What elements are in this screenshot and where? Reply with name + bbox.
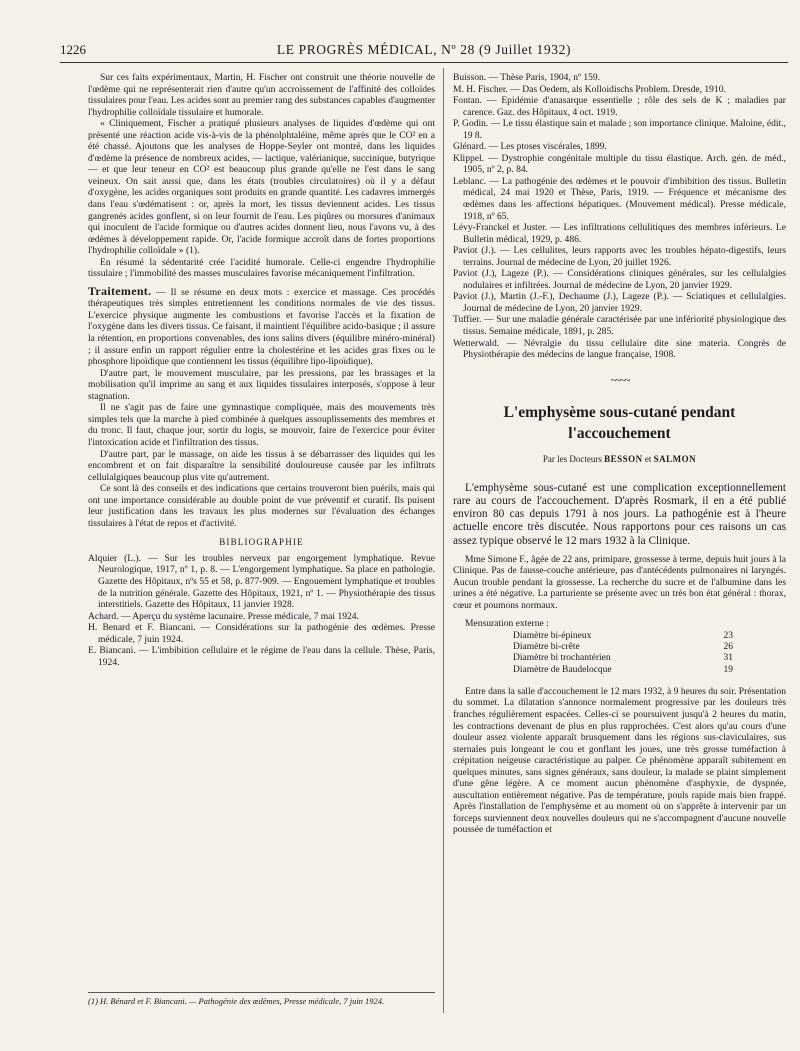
- bibliography-entry: [453, 291, 786, 314]
- body-paragraph: Il ne s'agit pas de faire une gymnastique compliquée, mais des mouvements très simples tels que la marche à pied combinée à quelques assouplissements des membres et du tronc. Il faut, chaque jour, sortir du logis, se mouvoir, faire de l'exercice pour éviter l'intoxication acide et l'infiltration des tissus.: [88, 402, 435, 448]
- article-lead: L'emphysème sous-cutané est une complication exceptionnellement rare au cours de l'accouchement. D'après Rosmark, il en a été publié environ 80 cas depuis 1791 à nos jours. La pathogénie est à l'heure actuelle encore très discutée. Nous rapportons pour ces raisons un cas assez typique observé le 12 mars 1932 à la Clinique.: [453, 481, 786, 547]
- bibliography-entry: [453, 176, 786, 222]
- bibliography-text: Klippel. — Dystrophie congénitale multiple du tissu élastique. Arch. gén. de méd., 1905, nº 2, p. 84.: [453, 152, 786, 176]
- bibliography-entry: [453, 222, 786, 245]
- bibliography-entry: [88, 611, 435, 623]
- body-paragraph: « Cliniquement, Fischer a pratiqué plusieurs analyses de liquides d'œdème qui ont présenté une réaction acide vis-à-vis de la phénolphtaléine, même après que le CO² en a été chassé. Ajoutons que les analyses de Hoppe-Seyler ont montré, dans les liquides d'œdème la présence de nombreux acides, — lactique, valérianique, succinique, butyrique — et que leur teneur en CO² est beaucoup plus grande qu'elle ne l'est dans le sang veineux. On sait aussi que, dans les états (troubles circulatoires) où il y a défaut d'oxygène, les acides organiques sont produits en grande quantité. Les cadavres immergés dans l'eau s'œdématisent : or, après la mort, les tissus deviennent acides. Les tissus gangrenés acides gonflent, si on leur fournit de l'eau. Les piqûres ou morsures d'animaux qui inoculent de l'acide formique ou d'autres acides donnent lieu, nous l'avons vu, à des œdèmes à développement rapide. Or, l'acide formique accroît dans de fortes proportions l'hydrophilie colloïdale » (1).: [88, 118, 435, 257]
- traitement-first-paragraph: Traitement. — Il se résume en deux mots : exercice et massage. Ces procédés thérapeutiques très simples entretiennent les conditions normales de vie des tissus. L'exercice physique augmente les combustions et favorise l'accès et la fixation de l'oxygène dans les divers tissus. Ce faisant, il maintient l'équilibre acido-basique ; il assure la rétention, en proportions convenables, des ions salins divers (équilibre minéro-minéral) ; il assure enfin un rapport régulier entre la cholestérine et les acides gras fixes ou le phosphore lipoïdique que contiennent les tissus (équilibre lipo-lipoïdique).: [88, 283, 435, 368]
- bibliography-entry: [88, 553, 435, 611]
- bibliography-text: Tuffier. — Sur une maladie générale caractérisée par une infériorité physiologique des tissus. Semaine médicale, 1891, p. 285.: [453, 314, 786, 338]
- measurements-table: [513, 631, 733, 676]
- byline-conjunction: et: [644, 454, 652, 465]
- bibliography-text: Fontan. — Epidémie d'anasarque essentielle ; rôle des sels de K ; maladies par carence. Gaz. des Hôpitaux, 4 oct. 1919.: [453, 95, 786, 118]
- measurement-row: [513, 642, 733, 653]
- author-name: SALMON: [653, 454, 697, 465]
- bibliography-entry: [453, 141, 786, 153]
- bibliography-entry: [453, 338, 786, 361]
- bibliography-text: Paviot (J.), Lageze (P.). — Considérations cliniques générales, sur les cellulalgies nodulaires et infiltrées. Journal de médecine de Lyon, 20 janvier 1929.: [453, 268, 786, 291]
- measurement-value: 26: [723, 642, 733, 653]
- page-header: [60, 42, 788, 63]
- bibliography-text: E. Biancani. — L'imbibition cellulaire et le régime de l'eau dans la cellule. Thèse, Paris, 1924.: [88, 645, 435, 668]
- bibliography-text: Achard. — Aperçu du système lacunaire. Presse médicale, 7 mai 1924.: [88, 610, 359, 622]
- measurement-row: [513, 653, 733, 664]
- byline-prefix: Par les Docteurs: [542, 454, 602, 465]
- left-column: [88, 72, 435, 668]
- measurement-value: 19: [723, 664, 733, 675]
- measurement-label: Diamètre bi-crête: [513, 642, 580, 653]
- bibliography-entry: [453, 95, 786, 118]
- author-name: BESSON: [604, 454, 643, 465]
- page-number: 1226: [60, 42, 86, 57]
- body-paragraph: En résumé la sédentarité crée l'acidité humorale. Celle-ci engendre l'hydrophilie tissulaire ; l'immobilité des masses musculaires favorise mécaniquement l'infiltration.: [88, 256, 435, 280]
- measurement-value: 23: [723, 631, 733, 642]
- bibliography-heading: BIBLIOGRAPHIE: [219, 537, 304, 548]
- bibliography-text: Wetterwald. — Névralgie du tissu cellulaire dite sine materia. Congrès de Physiothérapie des médecins de langue française, 1908.: [453, 337, 786, 361]
- body-paragraph: D'autre part, le mouvement musculaire, par les pressions, par les brassages et la mobilisation qu'il imprime au sang et aux liquides tissulaires interposés, s'oppose à leur stagnation.: [88, 367, 435, 402]
- section-ornament: ~~~~: [610, 372, 629, 387]
- bibliography-entry: [453, 245, 786, 268]
- bibliography-entry: [453, 314, 786, 337]
- body-paragraph: Ce sont là des conseils et des indications que certains trouveront bien puérils, mais qui ont une importance considérable au double point de vue préventif et curatif. Ils puisent leur justification dans les travaux les plus modernes sur l'évaluation des échanges tissulaires à l'état de repos et d'activité.: [88, 483, 435, 529]
- bibliography-text: Paviot (J.), Martin (J.-F.), Dechaume (J.), Lageze (P.). — Sciatiques et cellulalgies. Journal de médecine de Lyon, 20 janvier 1929.: [453, 291, 786, 314]
- measurement-label: Diamètre bi trochantérien: [513, 653, 611, 664]
- bibliography-text: H. Benard et F. Biancani. — Considérations sur la pathogénie des œdèmes. Presse médicale, 7 juin 1924.: [88, 622, 435, 645]
- column-divider: [443, 68, 444, 1013]
- right-column: [453, 72, 786, 836]
- body-paragraph: D'autre part, par le massage, on aide les tissus à se débarrasser des liquides qui les encombrent et on fait disparaître la sensibilité douloureuse causée par les infiltrats cellulalgiques beaucoup plus vite qu'autrement.: [88, 448, 435, 483]
- bibliography-text: M. H. Fischer. — Das Oedem, als Kolloidischs Problem. Dresde, 1910.: [453, 83, 726, 95]
- section-heading: Traitement.: [88, 283, 152, 298]
- case-paragraph: Mme Simone F., âgée de 22 ans, primipare, grossesse à terme, depuis huit jours à la Clinique. Pas de fausse-couche antérieure, pas d'antécédents pulmonaires ni laryngés. Aucun trouble pendant la grossesse. La recherche du sucre et de l'albumine dans les urines a été négative. La parturiente se présente avec un très bon état général : thorax, cœur et poumons normaux.: [453, 553, 786, 611]
- bibliography-text: Buisson. — Thèse Paris, 1904, nº 159.: [453, 72, 601, 83]
- bibliography-entry: [453, 268, 786, 291]
- footnote: (1) H. Bénard et F. Biancani. — Pathogénie des œdèmes, Presse médicale, 7 juin 1924.: [88, 992, 435, 1006]
- bibliography-entry: [453, 118, 786, 141]
- measurement-label: Diamètre bi-épineux: [513, 631, 592, 642]
- bibliography-text: Lévy-Franckel et Juster. — Les infiltrations cellulitiques des membres inférieurs. Le Bulletin médical, 1929, p. 486.: [453, 222, 786, 245]
- measurement-row: [513, 665, 733, 676]
- case-narrative: Entre dans la salle d'accouchement le 12 mars 1932, à 9 heures du soir. Présentation du sommet. La dilatation s'annonce normalement progressive par les douleurs très franches régulièrement espacées. Celles-ci se poursuivent jusqu'à 2 heures du matin, les contractions devenant de plus en plus rapprochées. C'est alors qu'au cours d'une douleur assez violente apparaît brusquement dans les régions sus-claviculaires, sus sternales puis longeant le cou et gonflant les joues, une très grosse tuméfaction à crépitation neigeuse caractéristique au palper. Ce phénomène apparaît subitement en quelques minutes, sans signes généraux, sans douleur, la malade se plaint simplement d'une gêne légère. A ce moment aucun phénomène d'asphyxie, de dyspnée, auscultation entièrement négative. Pas de température, pouls rapide mais bien frappé. Après l'installation de l'emphysème et au moment où on s'apprête à intervenir par un forceps surviennent deux nouvelles douleurs qui ne s'accompagnent d'aucune nouvelle poussée de tuméfaction et: [453, 685, 786, 836]
- measurement-label: Diamètre de Baudelocque: [513, 664, 612, 675]
- body-paragraph: Sur ces faits expérimentaux, Martin, H. Fischer ont construit une théorie nouvelle de l'œdème qui ne représenterait rien d'autre qu'un accroissement de l'affinité des colloïdes tissulaires pour l'eau. Les acides sont au premier rang des substances capables d'augmenter l'hydrophilie colloïdale tissulaire et humorale.: [88, 72, 435, 118]
- running-title: LE PROGRÈS MÉDICAL, Nº 28 (9 Juillet 1932): [276, 42, 572, 57]
- article-title: L'emphysème sous-cutané pendant l'accouchement: [503, 404, 736, 443]
- measurement-value: 31: [723, 653, 733, 664]
- bibliography-entry: [453, 84, 786, 96]
- measures-title: Mensuration externe :: [465, 617, 549, 629]
- bibliography-text: Paviot (J.). — Les cellulites, leurs rapports avec les troubles hépato-digestifs, leurs terrains. Journal de médecine de Lyon, 20 juillet 1926.: [453, 245, 786, 268]
- bibliography-entry: [453, 153, 786, 176]
- byline: [453, 454, 786, 466]
- bibliography-text: Leblanc. — La pathogénie des œdèmes et le pouvoir d'imbibition des tissus. Bulletin médical, 24 mai 1920 et Thèse, Paris, 1919. — Fréquence et mécanisme des œdèmes dans les affections hépatiques. (Mouvement médical). Presse médicale, 1918, nº 65.: [453, 175, 786, 222]
- bibliography-entry: [88, 622, 435, 645]
- body-text: Il se résume en deux mots : exercice et massage. Ces procédés thérapeutiques très simples entretiennent les conditions normales de vie des tissus. L'exercice physique augmente les combustions et favorise l'accès et la fixation de l'oxygène dans les divers tissus. Ce faisant, il maintient l'équilibre acido-basique ; il assure la rétention, en proportions convenables, des ions salins divers (équilibre minéro-minéral) ; il assure enfin un rapport régulier entre la cholestérine et les acides gras fixes ou le phosphore lipoïdique que contiennent les tissus (équilibre lipo-lipoïdique).: [88, 286, 435, 368]
- bibliography-entry: [453, 72, 786, 84]
- traitement-section: [88, 283, 435, 529]
- measurement-row: [513, 631, 733, 642]
- bibliography-text: Alquier (L.). — Sur les troubles nerveux par engorgement lymphatique. Revue Neurologique, 1917, nº 1, p. 8. — L'engorgement lymphatique. Sa place en pathologie. Gazette des Hôpitaux, nºs 55 et 58, p. 877-909. — Engouement lymphatique et troubles de la nutrition générale. Gazette des Hôpitaux, 1921, nº 1. — Physiothérapie des tissus interstitiels. Gazette des Hôpitaux, 11 janvier 1928.: [88, 552, 435, 611]
- bibliography-text: Glénard. — Les ptoses viscérales, 1899.: [453, 141, 607, 153]
- bibliography-text: P. Godin. — Le tissu élastique sain et malade ; son importance clinique. Maloine, édit., 19 8.: [453, 118, 786, 141]
- bibliography-entry: [88, 645, 435, 668]
